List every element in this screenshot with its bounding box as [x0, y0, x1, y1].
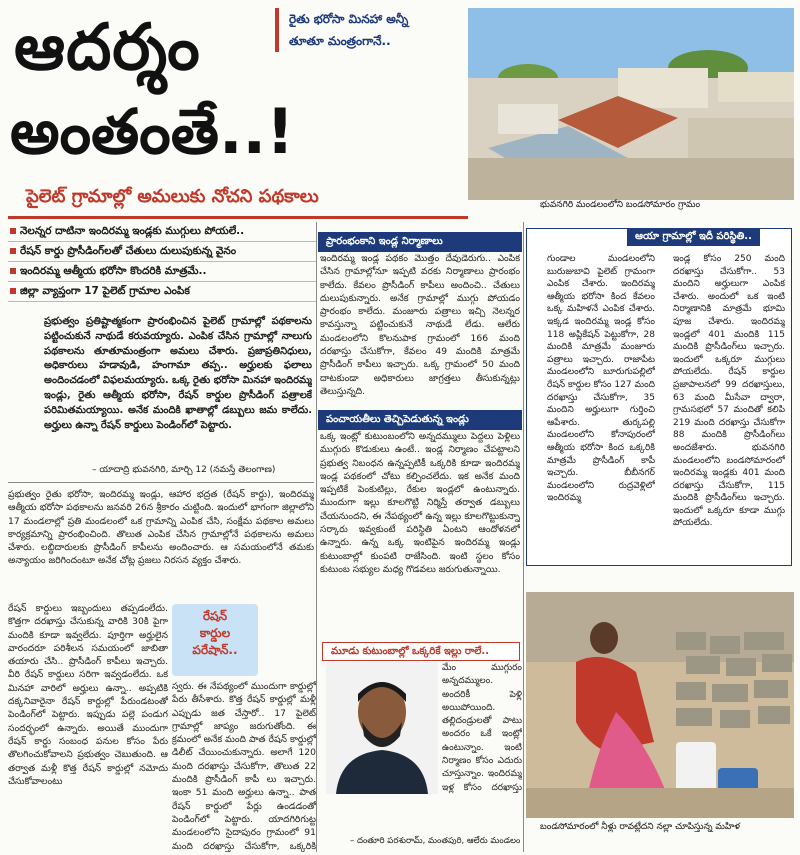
- section-head-houses: ప్రారంభంకాని ఇండ్ల నిర్మాణాలు: [318, 232, 522, 252]
- man-portrait-illustration: [326, 662, 438, 794]
- village-status-right: ఇండ్ల కోసం 250 మంది దరఖాస్తు చేసుకోగా.. 53 మందిని అర్హులుగా ఎంపిక చేశారు. అందులో ఒక ఇంటి నిర్మాణానికి మాత్రమే భూమి పూజ చేశారు. ఇందిరమ్మ ఇండ్లలో 401 మందికి 115 మందికి ప్రొసీడింగ్‌లు ఇచ్చారు. ఇందులో ఒక్కరూ ముగ్గులు పోయలేదు. రేషన్ కార్డుల ప్రజాపాలనలో 99 దరఖాస్తులు, 63 మంది మీసేవా ద్వారా, గ్రామసభలో 57 మందితో కలిపి 219 మంది దరఖాస్తు చేసుకోగా 88 మందికి ప్రొసీడింగ్‌లు అందజేశారు. భువనగిరి మండలంలోని బండసోమారంలో ఇందిరమ్మ ఇండ్లకు 401 మంది దరఖాస్తు చేసుకోగా, 115 మందికి ప్రొసీడింగ్‌లు ఇచ్చారు. ఇందులో ఒక్కరూ కూడా ముగ్గు పోయలేదు.: [673, 254, 785, 529]
- col2-body2: ఒక్క ఇంట్లో కుటుంబంలోని అన్నదమ్ములు పెద్దలు పెళ్లిలు ముగ్గురు కొడుకులు ఉంటే.. ఇండ్ల నిర్మాణం చేపట్టాలని ప్రభుత్వ నిబంధన ఉన్నప్పటికీ ఒక్కరికి కూడా ఇందిరమ్మ ఇండ్ల పథకంలో చోటు కల్పించలేదు. ఇక అనేక మంది ఇప్పటికే పెంకుటిల్లు, రేకుల ఇండ్లలో ఉంటున్నారు. ముందుగా ఇల్లు కూలగొట్టి నిర్మిస్తే తర్వాత డబ్బులు చేయనుందని, ఈ నేపథ్యంలో ఉన్న ఇల్లు కూలగొట్టుకున్నా సర్కారు ఇవ్వకుంటే పరిస్థితి ఏంటని ఆందోళనలో ఉన్నారు. ఉన్న ఒక్క ఇంటిపైన ఇందిరమ్మ ఇండ్లు కుటుంబాల్లో కుంపటి రాజేసింది. ఇంటి స్థలం కోసం కుటుంబ సభ్యుల మధ్య గొడవలు జరుగుతున్నాయి.: [320, 431, 520, 575]
- divider: [8, 482, 314, 483]
- ration-card-sidebox: [172, 604, 258, 676]
- sidebox-line1: రేషన్: [202, 609, 228, 623]
- kicker-line1: రైతు భరోసా మినహా అన్నీ: [289, 12, 409, 26]
- headline-line1: ఆదర్శం: [14, 11, 201, 85]
- lead-paragraph: ప్రభుత్వం ప్రతిష్టాత్మకంగా ప్రారంభించిన పైలెట్ గ్రామాల్లో పథకాలను పట్టించుకునే నాథుడే కరువయ్యారు. ఎంపిక చేసిన గ్రామాల్లో నాలుగు పథకాలను తూతూమంత్రంగా అమలు చేశారు. ప్రజాప్రతినిధులు, అధికారులు హడావుడి, హంగామా తప్ప.. అర్హులకు ఫలాలు అందించడంలో విఫలమయ్యారు. ఒక్క రైతు భరోసా మినహా ఇందిరమ్మ ఇండ్లు, రైతు ఆత్మీయ భరోసా, రేషన్ కార్డుల ప్రొసీడింగ్ పత్రాలకే పరిమితమయ్యాయి. అనేక మందికి ఖాతాల్లో డబ్బులు జమ కాలేదు. అర్హులు ఉన్నా రేషన్ కార్డులు పెండింగ్‌లో పెట్టారు.: [44, 316, 312, 431]
- kicker-line2: తూతూ మంత్రంగానే..: [289, 34, 391, 48]
- col1-body: ప్రభుత్వం రైతు భరోసా, ఇందిరమ్మ ఇండ్లు, ఆహార భద్రత (రేషన్ కార్డు), ఇందిరమ్మ ఆత్మీయ భరోసా పథకాలను జనవరి 26న శ్రీకారం చుట్టింది. ఇందులో భాగంగా జిల్లాలోని 17 మండలాల్లో ప్రతి మండలంలో ఒక గ్రామాన్ని ఎంపిక చేసి, సంక్షేమ పథకాల అమలు కార్యక్రమాన్ని ప్రారంభించింది. తొలుత ఎంపిక చేసిన గ్రామాల్లోనే పథకాలను అమలు చేశారు. లబ్ధిదారులకు ప్రొసీడింగ్ కాపీలను అందించారు. ఆ సమయంలోనే తమకు అన్యాయం జరిగిందంటూ అనేక చోట్ల ప్రజలు నిరసన వ్యక్తం చేశారు.: [8, 489, 314, 567]
- village-rooftops-illustration: [468, 8, 794, 200]
- highlight-item: రేషన్ కార్డు ప్రొసీడింగ్‌లతో చేతులు దులుపుకున్న వైనం: [8, 242, 316, 262]
- woman-tap-illustration: [526, 592, 794, 818]
- village-status-box: [526, 228, 792, 566]
- section-head-panchayat: పంచాయతీలు తెచ్చిపెడుతున్న ఇండ్లు: [318, 410, 522, 430]
- col1-body2: రేషన్ కార్డులు ఇబ్బందులు తప్పడంలేదు. కొత్తగా దరఖాస్తు చేసుకున్న వారికి 30కి పైగా మందికి కూడా ఇవ్వలేదు. పూర్తిగా అర్హులైన వారందరూ పరిశీలన సమయంలో జాబితా తయారు చేసి.. ప్రొసీడింగ్ కాపీలు ఇచ్చారు. వీరి రేషన్ కార్డులు సరిగా ఇవ్వడంలేదు. ఒక మినహా వారిలో అర్హులు ఉన్నా.. అప్పటికి దక్కనివారైనా రేషన్ కార్డుల్లో పేరుండటంతో పెండింగ్‌లో పెట్టారు. ఇప్పుడు పల్లె పండుగ సందర్భంలో ఉన్నారు. అయితే ముందుగా రేషన్ కార్డు సంబంధ పనుల కోసం పేరు తొలగించుకోవాలని ప్రభుత్వం చెబుతుంది. ఆ తర్వాత మళ్లీ కొత్త రేషన్ కార్డుల్లో నమోదు చేసుకోవాలంటు: [8, 603, 168, 787]
- kicker: [275, 8, 463, 52]
- highlights-list: [8, 222, 316, 302]
- quote-text: మేం ముగ్గురం అన్నదమ్ములం. అందరికీ పెళ్లి అయిపోయింది. తల్లిదండ్రులతో పాటు అందరం ఒకే ఇంట్లో ఉంటున్నాం. ఇంటి నిర్మాణం కోసం ఎదురు చూస్తున్నాం. ఇందిరమ్మ ఇళ్ల కోసం దరఖాస్తు: [442, 663, 522, 793]
- top-photo-caption: భువనగిరి మండలంలోని బండసోమారం గ్రామం: [540, 200, 701, 210]
- bottom-photo-caption: బండసోమారంలో నీళ్లు రావట్లేదని నల్లా చూపిస్తున్న మహిళ: [540, 822, 741, 832]
- headline-line2: అంతంతే..!: [10, 95, 295, 168]
- village-rooftops-photo: [468, 8, 794, 200]
- column-divider: [316, 222, 317, 852]
- section-head-quote: మూడు కుటుంబాల్లో ఒక్కరికే ఇల్లు రాలే..: [322, 642, 520, 661]
- village-status-left: గుండాల మండలంలోని బురుజుబావి పైలెట్ గ్రామంగా ఎంపిక చేశారు. ఇందిరమ్మ ఆత్మీయ భరోసా కింద కేవలం ఒక్క మహిళనే ఎంపిక చేశారు. ఇక్కడ ఇందిరమ్మ ఇండ్ల కోసం 118 అప్లికేషన్ పెట్టుకోగా, 28 మందికి మాత్రమే మంజూరు పత్రాలు ఇచ్చారు. రాజాపేట మండలంలోని బూరుగుపల్లిలో రేషన్ కార్డుల కోసం 127 మంది దరఖాస్తు చేసుకోగా, 35 మందిని అర్హులుగా గుర్తించి ఆపేశారు. తుర్కపల్లి మండలంలోని కోనాపురంలో ఆత్మీయ భరోసా కింద ఒక్కరికి మాత్రమే ప్రొసీడింగ్ కాపీ ఇచ్చారు. బీబీనగర్ మండలంలోని రుద్రవెళ్లిలో ఇందిరమ్మ: [547, 254, 655, 504]
- sidebox-line2: కార్డుల: [199, 626, 231, 640]
- highlight-item: జిల్లా వ్యాప్తంగా 17 పైలెట్ గ్రామాల ఎంపిక: [8, 282, 316, 302]
- highlight-item: నెలన్నర దాటినా ఇందిరమ్మ ఇండ్లకు ముగ్గులు పోయలే..: [8, 222, 316, 242]
- quote-text-continued: [320, 796, 520, 824]
- highlight-item: ఇందిరమ్మ ఆత్మీయ భరోసా కొందరికి మాత్రమే..: [8, 262, 316, 282]
- col1-body3: స్వరు. ఈ నేపథ్యంలో ముందుగా కార్డుల్లో పేరు తీసేశారు. కొత్త రేషన్ కార్డుల్లో మళ్లీ ఎప్పుడు జత చేస్తారో.. 17 పైలెట్ గ్రామాల్లో జాప్యం జరుగుతోంది. ఈ క్రమంలో అనేక మంది పాత రేషన్ కార్డుల్లో డిలీట్ చేయించుకున్నారు. అలాగే 120 మంది దరఖాస్తు చేసుకోగా, తొలుత 22 మందికి ప్రొసీడింగ్ కాపీ లు ఇచ్చారు. ఇంకా 51 మంది అర్హులు ఉన్నా.. పాత రేషన్ కార్డులో పేర్లు ఉండడంతో పెండింగ్‌లో పెట్టారు. యాదగిరిగుట్ట మండలంలోని సైదాపురం గ్రామంలో 91 మంది దరఖాస్తు చేసుకోగా, ఒక్కరికి: [172, 681, 316, 852]
- quote-byline: – దంతూరి పరశురామ్, మంతపురి, ఆలేరు మండలం: [350, 836, 521, 846]
- col2-body1: ఇందిరమ్మ ఇండ్ల పథకం మొత్తం దేవుడెరుగు.. ఎంపిక చేసిన గ్రామాల్లోనూ ఇప్పటి వరకు నిర్మాణాలు ప్రారంభం కాలేదు. కేవలం ప్రొసీడింగ్ కాపీలు అందించి.. చేతులు దులుపుకున్నారు. అనేక గ్రామాల్లో ముగ్గు పోయడం ప్రారంభం కాలేదు. మంజూరు పత్రాలు ఇచ్చి నెలన్నర కావస్తున్నా పట్టించుకునే నాథుడే లేడు. ఆలేరు మండలంలోని కొలనుపాక గ్రామంలో 166 మంది దరఖాస్తు చేసుకోగా, కేవలం 49 మందికి మాత్రమే ప్రొసీడింగ్ కాపీలు ఇచ్చారు. ఒక్క గ్రామంలో 50 మంది దాటకుండా అధికారులు జాగ్రత్తలు తీసుకున్నట్లు తెలుస్తున్నది.: [320, 253, 520, 397]
- column-divider: [523, 222, 524, 852]
- village-status-head: ఆయా గ్రామాల్లో ఇదీ పరిస్థితి..: [627, 228, 760, 246]
- subheadline: పైలెట్ గ్రామాల్లో అమలుకు నోచని పథకాలు: [26, 186, 319, 207]
- interviewee-portrait: [326, 662, 438, 794]
- subheadline-rule: [8, 216, 468, 219]
- dateline: – యాదాద్రి భువనగిరి, మార్చి 12 (నమస్తే తెలంగాణ): [92, 465, 276, 475]
- woman-tap-photo: [526, 592, 794, 818]
- sidebox-line3: పరేషాన్..: [192, 643, 238, 657]
